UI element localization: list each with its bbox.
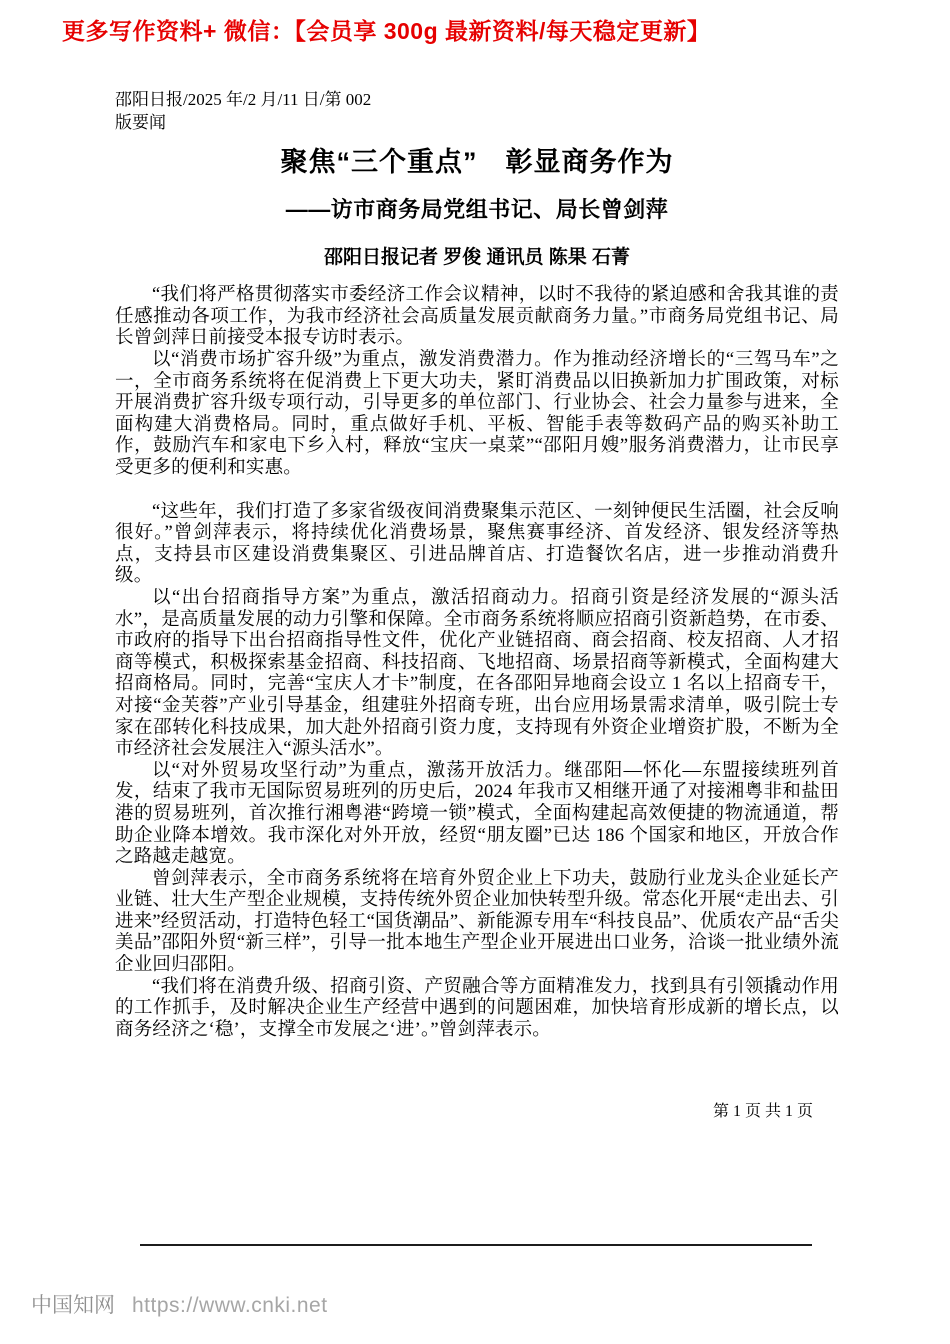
article-body xyxy=(115,285,839,1041)
cnki-watermark xyxy=(31,1289,328,1319)
paragraph-7: “我们将在消费升级、招商引资、产贸融合等方面精准发力，找到具有引领撬动作用的工作抓手，及时解决企业生产经营中遇到的问题困难，加快培育形成新的增长点，以商务经济之‘稳’，支撑全市发展之‘进’。”曾剑萍表示。 xyxy=(115,976,839,1040)
article-subtitle: ——访市商务局党组书记、局长曾剑萍 xyxy=(285,197,669,223)
paragraph-6: 曾剑萍表示，全市商务系统将在培育外贸企业上下功夫，鼓励行业龙头企业延长产业链、壮大生产型企业规模，支持传统外贸企业加快转型升级。常态化开展“走出去、引进来”经贸活动，打造特色轻工“国货潮品”、新能源专用车“科技良品”、优质农产品“舌尖美品”邵阳外贸“新三样”，引导一批本地生产型企业开展进出口业务，洽谈一批业绩外流企业回归邵阳。 xyxy=(115,868,839,976)
page-number-indicator: 第 1 页 共 1 页 xyxy=(713,1103,814,1120)
paragraph-2: 以“消费市场扩容升级”为重点，激发消费潜力。作为推动经济增长的“三驾马车”之一，全市商务系统将在促消费上下更大功夫，紧盯消费品以旧换新加力扩围政策，对标开展消费扩容升级专项行动，引导更多的单位部门、行业协会、社会力量参与进来，全面构建大消费格局。同时，重点做好手机、平板、智能手表等数码产品的购买补助工作，鼓励汽车和家电下乡入村，释放“宝庆一桌菜”“邵阳月嫂”服务消费潜力，让市民享受更多的便利和实惠。 xyxy=(115,350,839,478)
article-title: 聚焦“三个重点” 彰显商务作为 xyxy=(280,147,674,177)
paragraph-3: “这些年，我们打造了多家省级夜间消费聚集示范区、一刻钟便民生活圈，社会反响很好。”曾剑萍表示，将持续优化消费场景，聚焦赛事经济、首发经济、银发经济等热点，支持县市区建设消费集聚区、引进品牌首店、打造餐饮名店，进一步推动消费升级。 xyxy=(115,501,839,587)
section-name: 版要闻 xyxy=(115,113,166,132)
cnki-logo-text: 中国知网 xyxy=(31,1294,115,1317)
promo-banner: 更多写作资料+ 微信：【会员享 300g 最新资料/每天稳定更新】 xyxy=(62,18,711,44)
cnki-url: https://www.cnki.net xyxy=(132,1294,328,1317)
paragraph-5: 以“对外贸易攻坚行动”为重点，激荡开放活力。继邵阳—怀化—东盟接续班列首发，结束了我市无国际贸易班列的历史后，2024 年我市又相继开通了对接湘粤非和盐田港的贸易班列，首次推行湘粤港“跨境一锁”模式，全面构建起高效便捷的物流通道，帮助企业降本增效。我市深化对外开放，经贸“朋友圈”已达 186 个国家和地区，开放合作之路越走越宽。 xyxy=(115,760,839,868)
footer-divider xyxy=(140,1244,812,1246)
article-byline: 邵阳日报记者 罗俊 通讯员 陈果 石菁 xyxy=(323,247,631,269)
paragraph-1: “我们将严格贯彻落实市委经济工作会议精神，以时不我待的紧迫感和舍我其谁的责任感推动各项工作，为我市经济社会高质量发展贡献商务力量。”市商务局党组书记、局长曾剑萍日前接受本报专访时表示。 xyxy=(115,285,839,349)
document-page xyxy=(115,88,839,1041)
source-date-line: 邵阳日报/2025 年/2 月/11 日/第 002 xyxy=(115,90,372,109)
paragraph-4: 以“出台招商指导方案”为重点，激活招商动力。招商引资是经济发展的“源头活水”，是高质量发展的动力引擎和保障。全市商务系统将顺应招商引资新趋势，在市委、市政府的指导下出台招商指导性文件，优化产业链招商、商会招商、校友招商、人才招商等模式，积极探索基金招商、科技招商、飞地招商、场景招商等新模式，全面构建大招商格局。同时，完善“宝庆人才卡”制度，在各邵阳异地商会设立 1 名以上招商专干，对接“金芙蓉”产业引导基金，组建驻外招商专班，出台应用场景需求清单，吸引院士专家在邵转化科技成果，加大赴外招商引资力度，支持现有外资企业增资扩股，不断为全市经济社会发展注入“源头活水”。 xyxy=(115,587,839,760)
